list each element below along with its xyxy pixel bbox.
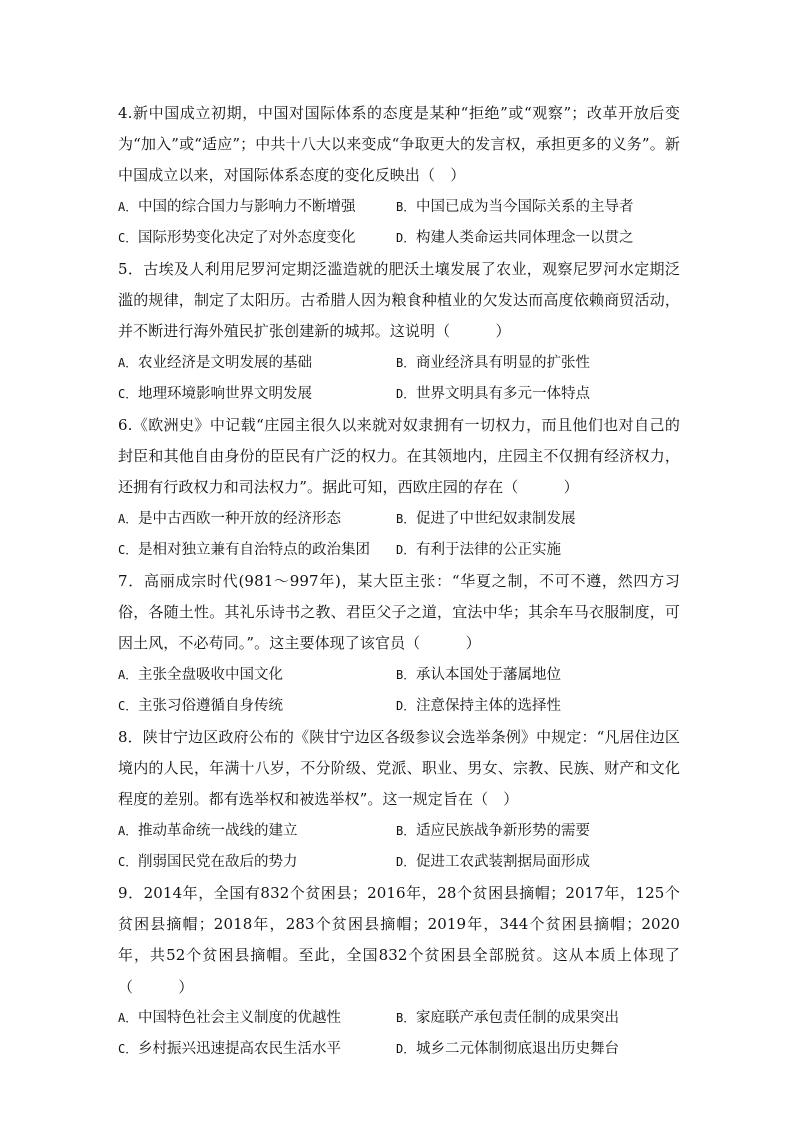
question-stem: 7．高丽成宗时代(981～997年)，某大臣主张：“华夏之制，不可不遵，然四方习俗，各随土性。其礼乐诗书之教、君臣父子之道，宜法中华；其余车马衣服制度，可因土风，不必苟同。”。这主要体现了该官员（ ）: [118, 572, 680, 653]
option-letter: D．: [396, 854, 416, 869]
option-letter: A．: [118, 667, 138, 682]
option-d[interactable]: [396, 1034, 680, 1065]
option-a[interactable]: [118, 816, 396, 847]
option-letter: B．: [396, 1010, 416, 1025]
question-7: [118, 566, 680, 722]
question-6: [118, 410, 680, 566]
option-c[interactable]: [118, 535, 396, 566]
option-text: 农业经济是文明发展的基础: [138, 354, 312, 371]
option-text: 世界文明具有多元一体特点: [416, 385, 590, 402]
option-text: 承认本国处于藩属地位: [416, 666, 561, 683]
option-text: 构建人类命运共同体理念一以贯之: [416, 229, 634, 246]
option-a[interactable]: [118, 504, 396, 535]
question-9: [118, 878, 680, 1065]
option-c[interactable]: [118, 379, 396, 410]
option-b[interactable]: [396, 1003, 680, 1034]
option-text: 中国的综合国力与影响力不断增强: [138, 198, 356, 215]
option-text: 中国已成为当今国际关系的主导者: [416, 198, 634, 215]
option-text: 有利于法律的公正实施: [416, 541, 561, 558]
option-text: 城乡二元体制彻底退出历史舞台: [416, 1041, 619, 1058]
option-c[interactable]: [118, 691, 396, 722]
option-text: 地理环境影响世界文明发展: [138, 385, 312, 402]
option-text: 适应民族战争新形势的需要: [416, 822, 590, 839]
option-b[interactable]: [396, 192, 680, 223]
option-text: 促进了中世纪奴隶制发展: [416, 510, 576, 527]
option-letter: C．: [118, 854, 138, 869]
option-letter: C．: [118, 1042, 138, 1057]
option-letter: C．: [118, 386, 138, 401]
option-text: 主张习俗遵循自身传统: [138, 697, 283, 714]
option-d[interactable]: [396, 223, 680, 254]
option-b[interactable]: [396, 504, 680, 535]
option-d[interactable]: [396, 535, 680, 566]
option-d[interactable]: [396, 847, 680, 878]
option-letter: B．: [396, 667, 416, 682]
question-stem: 4.新中国成立初期，中国对国际体系的态度是某种“拒绝”或“观察”；改革开放后变为“加入”或“适应”；中共十八大以来变成“争取更大的发言权，承担更多的义务”。新中国成立以来，对国际体系态度的变化反映出（ ）: [118, 104, 680, 185]
exam-page: [118, 98, 680, 1065]
option-text: 是相对独立兼有自治特点的政治集团: [138, 541, 370, 558]
question-5: [118, 254, 680, 410]
question-8: [118, 722, 680, 878]
option-text: 削弱国民党在敌后的势力: [138, 853, 298, 870]
option-text: 主张全盘吸收中国文化: [138, 666, 283, 683]
option-letter: A．: [118, 1010, 138, 1025]
option-text: 注意保持主体的选择性: [416, 697, 561, 714]
option-list: [118, 1003, 680, 1065]
option-letter: C．: [118, 542, 138, 557]
option-letter: D．: [396, 698, 416, 713]
option-text: 国际形势变化决定了对外态度变化: [138, 229, 356, 246]
question-stem: 5．古埃及人利用尼罗河定期泛滥造就的肥沃土壤发展了农业，观察尼罗河水定期泛滥的规律，制定了太阳历。古希腊人因为粮食种植业的欠发达而高度依赖商贸活动，并不断进行海外殖民扩张创建新的城邦。这说明（ ）: [118, 260, 680, 341]
option-letter: D．: [396, 230, 416, 245]
option-c[interactable]: [118, 1034, 396, 1065]
question-stem: 6.《欧洲史》中记载“庄园主很久以来就对奴隶拥有一切权力，而且他们也对自己的封臣和其他自由身份的臣民有广泛的权力。在其领地内，庄园主不仅拥有经济权力，还拥有行政权力和司法权力”。据此可知，西欧庄园的存在（ ）: [118, 416, 680, 497]
question-stem: 9．2014年，全国有832个贫困县；2016年，28个贫困县摘帽；2017年，125个贫困县摘帽；2018年，283个贫困县摘帽；2019年，344个贫困县摘帽；2020年，共52个贫困县摘帽。至此，全国832个贫困县全部脱贫。这从本质上体现了（ ）: [118, 884, 680, 996]
option-b[interactable]: [396, 816, 680, 847]
option-list: [118, 816, 680, 878]
option-text: 促进工农武装割据局面形成: [416, 853, 590, 870]
option-a[interactable]: [118, 660, 396, 691]
option-letter: A．: [118, 511, 138, 526]
option-list: [118, 504, 680, 566]
option-a[interactable]: [118, 1003, 396, 1034]
question-stem: 8．陕甘宁边区政府公布的《陕甘宁边区各级参议会选举条例》中规定：“凡居住边区境内的人民，年满十八岁，不分阶级、党派、职业、男女、宗教、民族、财产和文化程度的差别。都有选举权和被选举权”。这一规定旨在（ ）: [118, 728, 680, 809]
option-text: 中国特色社会主义制度的优越性: [138, 1009, 341, 1026]
option-list: [118, 348, 680, 410]
option-letter: A．: [118, 355, 138, 370]
option-letter: C．: [118, 230, 138, 245]
option-a[interactable]: [118, 192, 396, 223]
option-letter: A．: [118, 199, 138, 214]
option-text: 家庭联产承包责任制的成果突出: [416, 1009, 619, 1026]
option-letter: D．: [396, 1042, 416, 1057]
option-letter: B．: [396, 355, 416, 370]
option-list: [118, 660, 680, 722]
option-c[interactable]: [118, 223, 396, 254]
option-letter: B．: [396, 823, 416, 838]
option-text: 商业经济具有明显的扩张性: [416, 354, 590, 371]
option-letter: D．: [396, 386, 416, 401]
option-b[interactable]: [396, 660, 680, 691]
option-c[interactable]: [118, 847, 396, 878]
option-letter: B．: [396, 199, 416, 214]
option-d[interactable]: [396, 379, 680, 410]
question-4: [118, 98, 680, 254]
option-letter: A．: [118, 823, 138, 838]
option-b[interactable]: [396, 348, 680, 379]
option-d[interactable]: [396, 691, 680, 722]
option-text: 推动革命统一战线的建立: [138, 822, 298, 839]
option-text: 是中古西欧一种开放的经济形态: [138, 510, 341, 527]
option-list: [118, 192, 680, 254]
option-a[interactable]: [118, 348, 396, 379]
option-text: 乡村振兴迅速提高农民生活水平: [138, 1041, 341, 1058]
option-letter: D．: [396, 542, 416, 557]
option-letter: C．: [118, 698, 138, 713]
option-letter: B．: [396, 511, 416, 526]
